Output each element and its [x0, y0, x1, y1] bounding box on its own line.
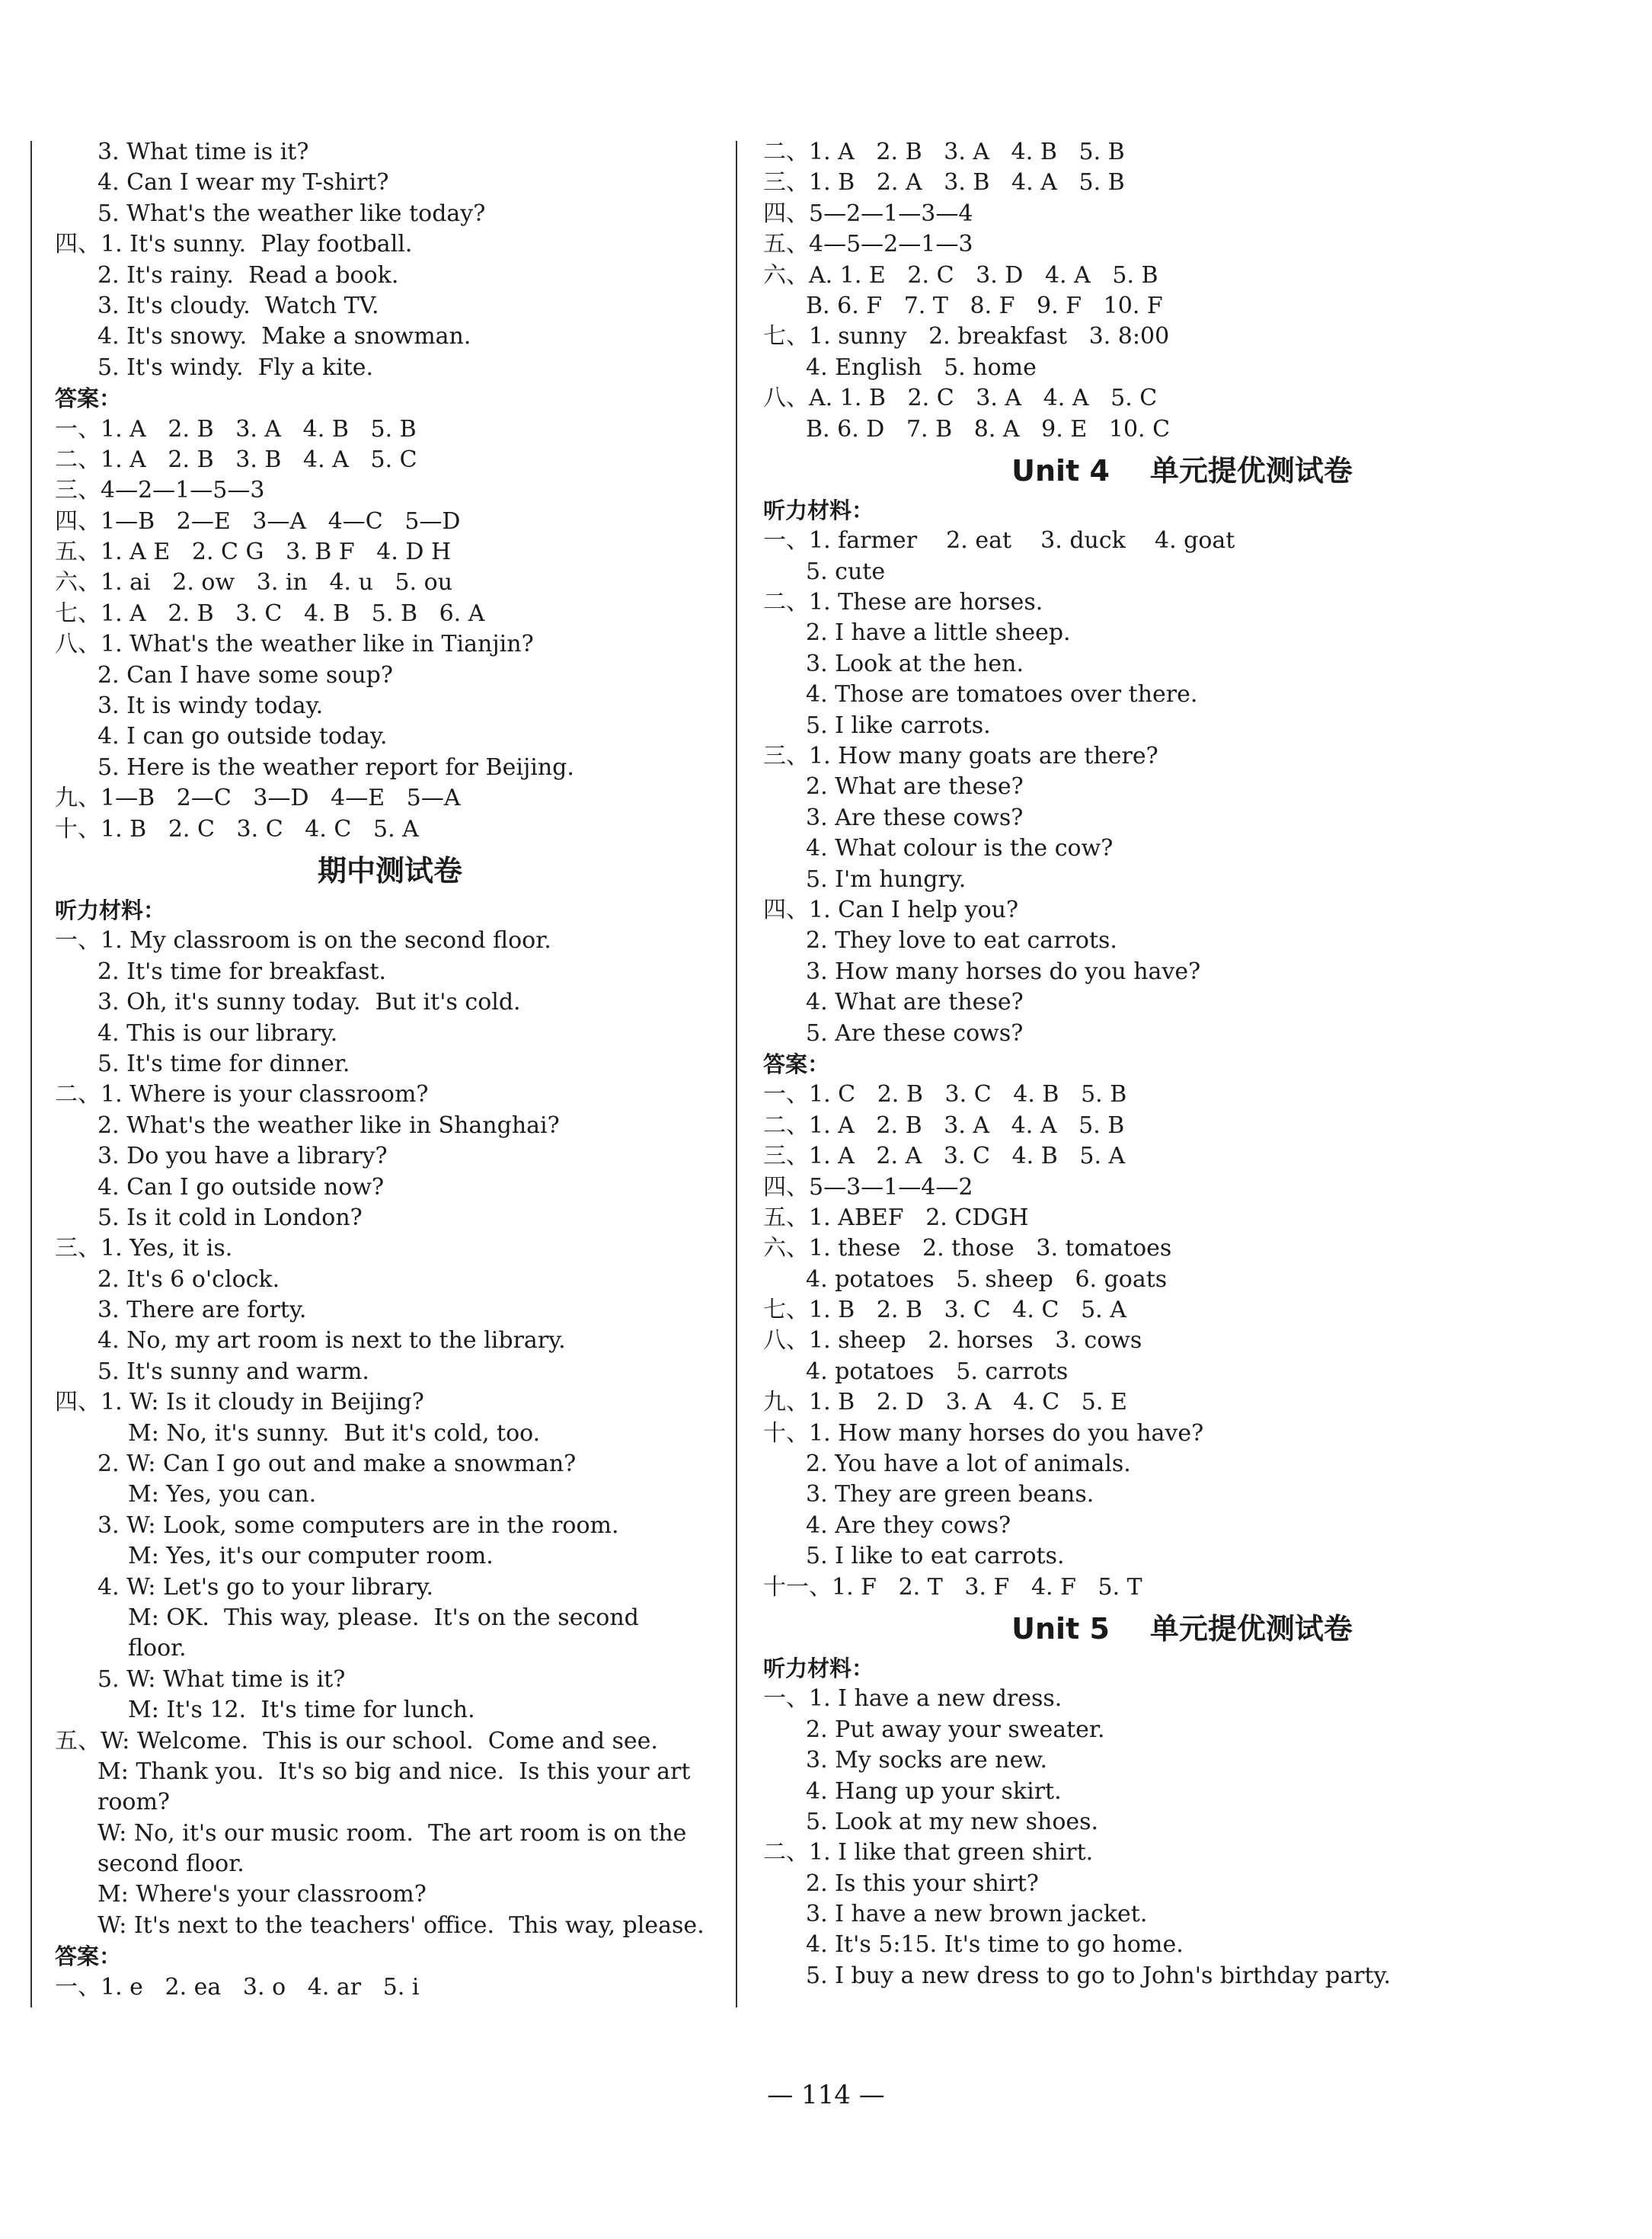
text-line: 十、1. How many horses do you have?	[763, 1419, 1204, 1447]
text-line: 2. Is this your shirt?	[806, 1870, 1039, 1897]
text-line: 5. Here is the weather report for Beijing.	[97, 753, 574, 781]
text-line: 5. Look at my new shoes.	[806, 1808, 1099, 1835]
text-line: 4. Those are tomatoes over there.	[806, 681, 1198, 708]
section-subheading: 答案：	[763, 1051, 830, 1077]
text-line: W: No, it's our music room. The art room is on the	[97, 1819, 687, 1847]
text-line: 二、1. Where is your classroom?	[55, 1081, 429, 1108]
text-line: 四、1. Can I help you?	[763, 896, 1019, 923]
text-line: 二、1. A 2. B 3. B 4. A 5. C	[55, 446, 417, 473]
text-line: 4. potatoes 5. sheep 6. goats	[806, 1265, 1168, 1293]
text-line: 一、1. C 2. B 3. C 4. B 5. B	[763, 1081, 1127, 1108]
text-line: 六、1. ai 2. ow 3. in 4. u 5. ou	[55, 569, 453, 597]
section-subheading: 答案：	[55, 385, 122, 412]
text-line: B. 6. D 7. B 8. A 9. E 10. C	[806, 415, 1171, 443]
text-line: 四、1—B 2—E 3—A 4—C 5—D	[55, 507, 461, 535]
text-line: 4. What are these?	[806, 989, 1024, 1016]
text-line: 5. W: What time is it?	[97, 1665, 346, 1693]
text-line: 三、1. A 2. A 3. C 4. B 5. A	[763, 1143, 1126, 1170]
text-line: 一、1. My classroom is on the second floor.	[55, 927, 551, 955]
text-line: 4. W: Let's go to your library.	[97, 1573, 434, 1601]
text-line: M: Yes, it's our computer room.	[128, 1543, 494, 1570]
text-line: 八、1. sheep 2. horses 3. cows	[763, 1327, 1142, 1355]
text-line: 三、1. B 2. A 3. B 4. A 5. B	[763, 169, 1125, 197]
text-line: 2. What's the weather like in Shanghai?	[97, 1112, 560, 1139]
text-line: 5. I like carrots.	[806, 712, 991, 739]
text-line: 二、1. I like that green shirt.	[763, 1839, 1094, 1866]
text-line: 4. Are they cows?	[806, 1511, 1011, 1539]
text-line: 3. How many horses do you have?	[806, 958, 1201, 985]
text-line: 四、5—2—1—3—4	[763, 200, 973, 227]
text-line: M: It's 12. It's time for lunch.	[128, 1697, 475, 1724]
text-line: 3. Oh, it's sunny today. But it's cold.	[97, 989, 521, 1016]
text-line: 5. Are these cows?	[806, 1019, 1024, 1047]
text-line: 八、A. 1. B 2. C 3. A 4. A 5. C	[763, 385, 1158, 412]
text-line: 2. It's rainy. Read a book.	[97, 261, 399, 289]
text-line: 三、1. Yes, it is.	[55, 1235, 233, 1262]
text-line: 二、1. A 2. B 3. A 4. B 5. B	[763, 139, 1125, 165]
text-line: 4. Hang up your skirt.	[806, 1777, 1062, 1805]
text-line: 4. Can I wear my T-shirt?	[97, 169, 389, 197]
text-line: 十一、1. F 2. T 3. F 4. F 5. T	[763, 1573, 1142, 1601]
column-divider	[736, 141, 737, 2007]
text-line: M: OK. This way, please. It's on the second	[128, 1604, 639, 1631]
text-line: 4. This is our library.	[97, 1019, 338, 1047]
text-line: 3. Are these cows?	[806, 804, 1024, 831]
text-line: 5. cute	[806, 558, 886, 585]
text-line: 5. I buy a new dress to go to John's birthday party.	[806, 1962, 1391, 1989]
text-line: 3. It is windy today.	[97, 692, 324, 720]
section-title: Unit 5 单元提优测试卷	[1011, 1611, 1353, 1646]
text-line: 五、1. ABEF 2. CDGH	[763, 1204, 1029, 1231]
text-line: 四、1. W: Is it cloudy in Beijing?	[55, 1389, 424, 1416]
text-line: 5. What's the weather like today?	[97, 200, 486, 227]
text-line: 3. There are forty.	[97, 1297, 307, 1324]
text-line: 三、1. How many goats are there?	[763, 743, 1158, 770]
text-line: 4. potatoes 5. carrots	[806, 1358, 1069, 1385]
text-line: 九、1. B 2. D 3. A 4. C 5. E	[763, 1389, 1127, 1416]
text-line: floor.	[128, 1635, 187, 1662]
text-line: 3. They are green beans.	[806, 1481, 1094, 1508]
left-margin-rule	[30, 141, 32, 2007]
text-line: 3. Look at the hen.	[806, 650, 1024, 677]
text-line: room?	[97, 1789, 170, 1816]
text-line: 四、1. It's sunny. Play football.	[55, 231, 413, 258]
text-line: 六、A. 1. E 2. C 3. D 4. A 5. B	[763, 261, 1158, 289]
section-subheading: 答案：	[55, 1943, 122, 1970]
text-line: 一、1. A 2. B 3. A 4. B 5. B	[55, 415, 417, 443]
text-line: 十、1. B 2. C 3. C 4. C 5. A	[55, 815, 419, 843]
text-line: 3. W: Look, some computers are in the room.	[97, 1511, 619, 1539]
text-line: 5. It's sunny and warm.	[97, 1358, 369, 1385]
text-line: 5. It's time for dinner.	[97, 1050, 350, 1077]
text-line: 5. I'm hungry.	[806, 865, 967, 893]
text-line: 五、4—5—2—1—3	[763, 231, 973, 258]
text-line: 2. They love to eat carrots.	[806, 927, 1117, 955]
text-line: 5. It's windy. Fly a kite.	[97, 353, 374, 381]
text-line: 九、1—B 2—C 3—D 4—E 5—A	[55, 785, 461, 812]
text-line: 2. It's time for breakfast.	[97, 958, 387, 985]
text-line: 二、1. A 2. B 3. A 4. A 5. B	[763, 1112, 1125, 1139]
text-line: 2. I have a little sheep.	[806, 619, 1071, 647]
text-line: 四、5—3—1—4—2	[763, 1173, 973, 1201]
text-line: 3. It's cloudy. Watch TV.	[97, 292, 379, 319]
text-line: 4. I can go outside today.	[97, 723, 388, 750]
text-line: 4. It's snowy. Make a snowman.	[97, 323, 471, 350]
section-subheading: 听力材料：	[55, 897, 166, 923]
text-line: 4. What colour is the cow?	[806, 835, 1114, 862]
text-line: 2. Put away your sweater.	[806, 1716, 1105, 1743]
text-line: 一、1. I have a new dress.	[763, 1685, 1062, 1713]
text-line: 2. What are these?	[806, 773, 1024, 801]
text-line: second floor.	[97, 1850, 244, 1878]
text-line: M: Thank you. It's so big and nice. Is this your art	[97, 1758, 691, 1785]
text-line: M: Where's your classroom?	[97, 1881, 427, 1908]
text-line: 5. I like to eat carrots.	[806, 1543, 1065, 1570]
left-column	[55, 137, 725, 2003]
section-title: Unit 4 单元提优测试卷	[1011, 453, 1353, 488]
text-line: M: No, it's sunny. But it's cold, too.	[128, 1419, 541, 1447]
section-title: 期中测试卷	[317, 853, 462, 888]
section-subheading: 听力材料：	[763, 497, 874, 523]
text-line: 2. You have a lot of animals.	[806, 1451, 1131, 1478]
text-line: 六、1. these 2. those 3. tomatoes	[763, 1235, 1172, 1262]
text-line: 3. My socks are new.	[806, 1747, 1047, 1774]
text-line: 五、W: Welcome. This is our school. Come and see.	[55, 1727, 658, 1754]
text-line: 4. It's 5:15. It's time to go home.	[806, 1931, 1184, 1959]
text-line: B. 6. F 7. T 8. F 9. F 10. F	[806, 292, 1163, 319]
text-line: 一、1. farmer 2. eat 3. duck 4. goat	[763, 527, 1235, 555]
text-line: 二、1. These are horses.	[763, 589, 1043, 616]
text-line: 4. No, my art room is next to the library.	[97, 1327, 566, 1355]
section-subheading: 听力材料：	[763, 1655, 874, 1681]
text-line: 2. Can I have some soup?	[97, 661, 393, 689]
text-line: 五、1. A E 2. C G 3. B F 4. D H	[55, 539, 452, 566]
text-line: 3. Do you have a library?	[97, 1143, 388, 1170]
text-line: 七、1. A 2. B 3. C 4. B 5. B 6. A	[55, 600, 485, 627]
text-line: M: Yes, you can.	[128, 1481, 317, 1508]
text-line: 4. Can I go outside now?	[97, 1173, 385, 1201]
text-line: 2. W: Can I go out and make a snowman?	[97, 1451, 577, 1478]
text-line: 八、1. What's the weather like in Tianjin?	[55, 631, 534, 658]
page-number: — 114 —	[767, 2080, 885, 2110]
text-line: 3. I have a new brown jacket.	[806, 1901, 1148, 1928]
text-line: 三、4—2—1—5—3	[55, 477, 265, 504]
right-column	[763, 137, 1601, 1991]
text-line: 5. Is it cold in London?	[97, 1204, 363, 1231]
text-line: 2. It's 6 o'clock.	[97, 1265, 280, 1293]
text-line: 七、1. sunny 2. breakfast 3. 8:00	[763, 323, 1170, 350]
text-line: 4. English 5. home	[806, 353, 1037, 381]
text-line: 3. What time is it?	[97, 139, 309, 165]
text-line: 七、1. B 2. B 3. C 4. C 5. A	[763, 1297, 1126, 1324]
text-line: 一、1. e 2. ea 3. o 4. ar 5. i	[55, 1973, 420, 2001]
text-line: W: It's next to the teachers' office. This way, please.	[97, 1911, 705, 1939]
